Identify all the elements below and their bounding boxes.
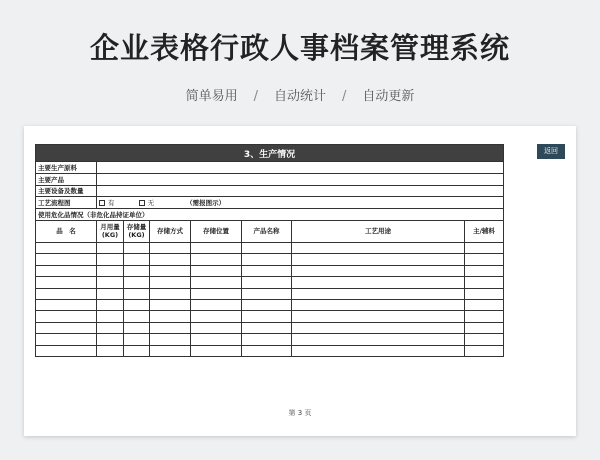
table-cell[interactable] [124,311,150,322]
process-yes-label: 有 [108,199,115,208]
separator: / [342,89,347,104]
table-cell[interactable] [191,334,242,345]
raw-material-cell[interactable] [97,162,504,174]
table-cell[interactable] [124,334,150,345]
table-cell[interactable] [191,242,242,253]
hazardous-label: 使用危化品情况（非危化品持证单位） [36,209,504,221]
table-cell[interactable] [465,299,504,310]
table-row [36,254,504,265]
process-yes-option[interactable] [99,199,115,207]
product-cell[interactable] [97,173,504,185]
table-cell[interactable] [292,277,465,288]
process-label: 工艺流程图 [36,197,97,209]
table-cell[interactable] [36,242,97,253]
table-cell[interactable] [150,265,191,276]
feature-auto-stats: 自动统计 [273,89,326,104]
table-row [36,299,504,310]
table-cell[interactable] [150,288,191,299]
table-cell[interactable] [465,311,504,322]
table-cell[interactable] [465,254,504,265]
table-cell[interactable] [97,288,124,299]
table-cell[interactable] [97,322,124,333]
table-cell[interactable] [292,288,465,299]
table-cell[interactable] [292,322,465,333]
table-row [36,311,504,322]
process-note: （需报图示） [186,199,226,208]
table-cell[interactable] [242,345,292,356]
table-cell[interactable] [150,311,191,322]
table-cell[interactable] [465,277,504,288]
table-cell[interactable] [465,322,504,333]
table-cell[interactable] [36,288,97,299]
table-cell[interactable] [465,288,504,299]
equipment-label: 主要设备及数量 [36,185,97,197]
table-cell[interactable] [124,299,150,310]
table-cell[interactable] [242,299,292,310]
table-row [36,265,504,276]
table-cell[interactable] [150,334,191,345]
table-cell[interactable] [36,254,97,265]
table-cell[interactable] [292,311,465,322]
table-cell[interactable] [36,334,97,345]
page-title: 企业表格行政人事档案管理系统 [89,31,510,65]
table-cell[interactable] [36,277,97,288]
table-cell[interactable] [465,242,504,253]
table-cell[interactable] [191,288,242,299]
col-header: 产品名称 [242,220,292,242]
process-no-option[interactable] [139,199,155,207]
table-cell[interactable] [242,265,292,276]
table-cell[interactable] [465,265,504,276]
col-header: 品 名 [36,220,97,242]
table-cell[interactable] [292,334,465,345]
col-header: 主/辅料 [465,220,504,242]
table-cell[interactable] [150,322,191,333]
process-no-label: 无 [147,199,155,208]
table-cell[interactable] [150,242,191,253]
table-cell[interactable] [242,242,292,253]
column-header-row [36,220,504,242]
table-cell[interactable] [97,345,124,356]
process-cell [97,197,504,209]
back-button[interactable]: 返回 [537,144,565,159]
table-cell[interactable] [242,277,292,288]
table-cell[interactable] [292,254,465,265]
table-cell[interactable] [124,265,150,276]
table-row [36,288,504,299]
hazardous-rows [36,242,504,356]
table-cell[interactable] [124,254,150,265]
table-cell[interactable] [36,311,97,322]
table-row [36,334,504,345]
equipment-cell[interactable] [97,185,504,197]
feature-easy: 简单易用 [185,89,238,104]
table-cell[interactable] [242,311,292,322]
table-cell[interactable] [242,322,292,333]
table-cell[interactable] [191,311,242,322]
col-header: 工艺用途 [292,220,465,242]
table-cell[interactable] [124,288,150,299]
table-cell[interactable] [191,322,242,333]
product-label: 主要产品 [36,173,97,185]
page-number: 第 3 页 [288,409,312,417]
table-cell[interactable] [97,254,124,265]
table-row [36,277,504,288]
col-header: 月用量 (KG) [97,220,124,242]
feature-tagline [0,85,600,104]
raw-material-label: 主要生产原料 [36,162,97,174]
table-cell[interactable] [97,242,124,253]
table-cell[interactable] [150,254,191,265]
table-cell[interactable] [292,242,465,253]
section-title: 3、生产情况 [36,145,504,162]
table-cell[interactable] [292,345,465,356]
table-cell[interactable] [465,345,504,356]
table-cell[interactable] [191,254,242,265]
table-cell[interactable] [36,345,97,356]
table-cell[interactable] [124,322,150,333]
col-header: 存储位置 [191,220,242,242]
table-cell[interactable] [191,277,242,288]
table-row [36,345,504,356]
table-cell[interactable] [242,288,292,299]
col-header: 存储方式 [150,220,191,242]
production-table [35,144,504,357]
table-row [36,242,504,253]
table-cell[interactable] [36,322,97,333]
table-cell[interactable] [191,345,242,356]
table-cell[interactable] [97,334,124,345]
table-cell[interactable] [124,277,150,288]
table-cell[interactable] [150,277,191,288]
table-row [36,322,504,333]
table-cell[interactable] [36,299,97,310]
col-header: 存储量 (KG) [124,220,150,242]
spreadsheet-page [24,126,576,436]
table-cell[interactable] [124,242,150,253]
table-cell[interactable] [36,265,97,276]
table-cell[interactable] [97,311,124,322]
feature-auto-update: 自动更新 [362,89,415,104]
table-cell[interactable] [124,345,150,356]
table-cell[interactable] [97,299,124,310]
table-cell[interactable] [97,265,124,276]
checkbox-icon [99,200,105,206]
table-cell[interactable] [465,334,504,345]
table-cell[interactable] [242,334,292,345]
table-cell[interactable] [150,345,191,356]
separator: / [253,89,258,104]
table-cell[interactable] [191,299,242,310]
table-cell[interactable] [292,265,465,276]
checkbox-icon [139,200,145,206]
table-cell[interactable] [292,299,465,310]
table-cell[interactable] [242,254,292,265]
table-cell[interactable] [150,299,191,310]
table-cell[interactable] [97,277,124,288]
table-cell[interactable] [191,265,242,276]
